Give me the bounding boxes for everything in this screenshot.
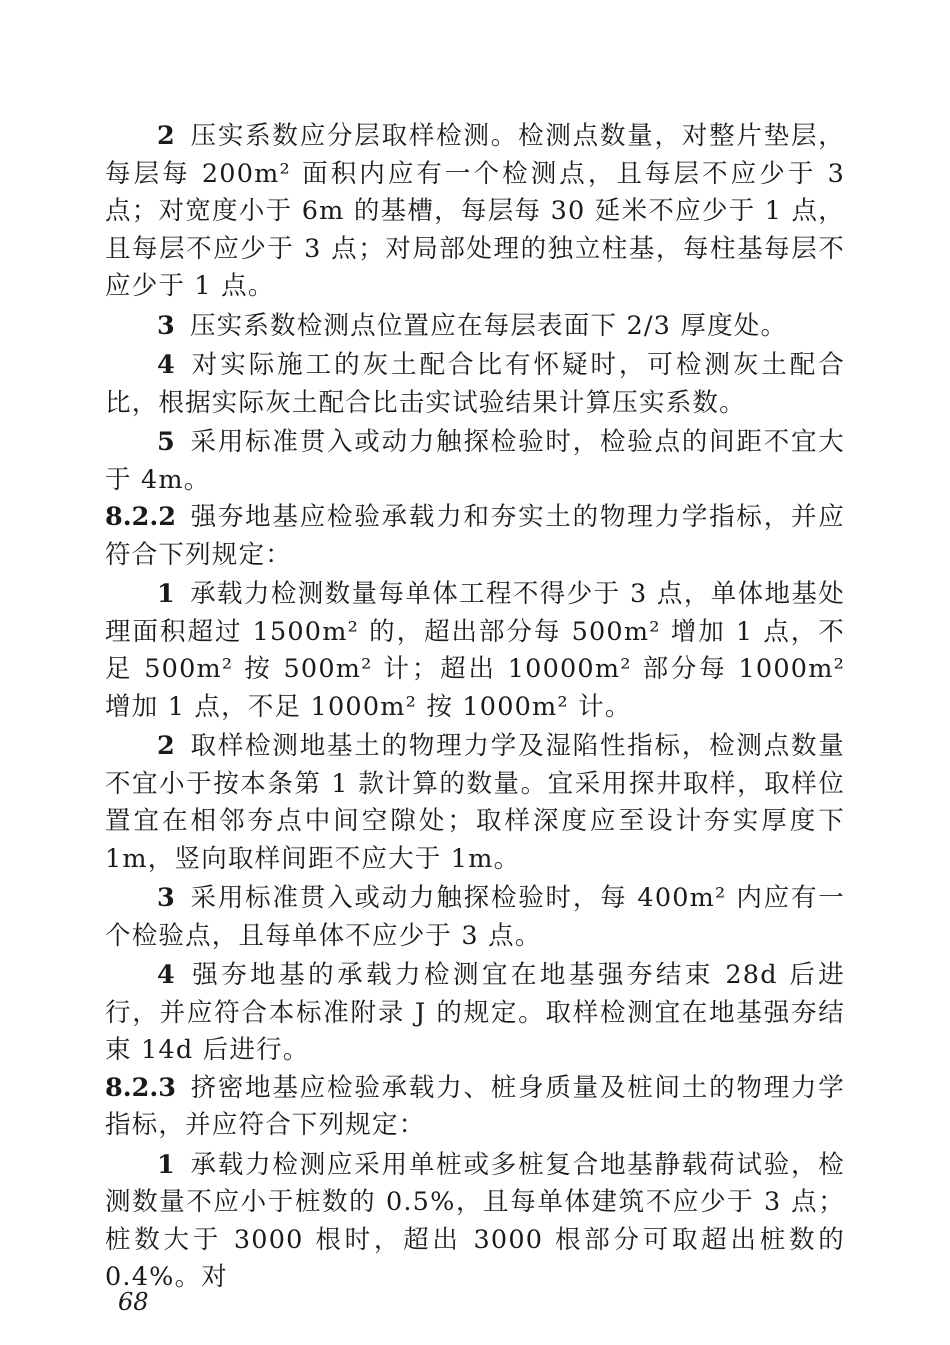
item-number: 1 [157, 579, 176, 609]
list-item [105, 308, 845, 346]
clause-8-2-3 [105, 1070, 845, 1145]
list-item [105, 880, 845, 955]
list-item [105, 347, 845, 422]
document-body [105, 118, 845, 1297]
item-text: 承载力检测应采用单桩或多桩复合地基静载荷试验，检测数量不应小于桩数的 0.5%，且每单体建筑不应少于 3 点；桩数大于 3000 根时，超出 3000 根部分可取超出桩数的 0.4%。对 [105, 1149, 845, 1292]
list-item [105, 728, 845, 878]
item-number: 2 [157, 121, 176, 151]
list-item [105, 957, 845, 1070]
item-number: 5 [157, 427, 176, 457]
item-text: 采用标准贯入或动力触探检验时，每 400m² 内应有一个检验点，且每单体不应少于 3 点。 [105, 883, 845, 951]
clause-8-2-2 [105, 499, 845, 574]
item-text: 强夯地基的承载力检测宜在地基强夯结束 28d 后进行，并应符合本标准附录 J 的规定。取样检测宜在地基强夯结束 14d 后进行。 [105, 960, 845, 1065]
page-number: 68 [118, 1288, 149, 1316]
item-text: 取样检测地基土的物理力学及湿陷性指标，检测点数量不宜小于按本条第 1 款计算的数量。宜采用探井取样，取样位置宜在相邻夯点中间空隙处；取样深度应至设计夯实厚度下 1m，竖向取样间距不应大于 1m。 [105, 731, 845, 874]
list-item [105, 118, 845, 306]
item-text: 压实系数检测点位置应在每层表面下 2/3 厚度处。 [189, 310, 788, 341]
clause-text: 挤密地基应检验承载力、桩身质量及桩间土的物理力学指标，并应符合下列规定： [105, 1072, 845, 1140]
item-text: 采用标准贯入或动力触探检验时，检验点的间距不宜大于 4m。 [105, 427, 845, 495]
list-item [105, 1147, 845, 1297]
item-text: 压实系数应分层取样检测。检测点数量，对整片垫层，每层每 200m² 面积内应有一个检测点，且每层不应少于 3 点；对宽度小于 6m 的基槽，每层每 30 延米不应少于 1 点，且每层不应少于 3 点；对局部处理的独立柱基，每柱基每层不应少于 1 点。 [105, 121, 845, 301]
item-text: 对实际施工的灰土配合比有怀疑时，可检测灰土配合比，根据实际灰土配合比击实试验结果计算压实系数。 [105, 350, 845, 418]
list-item [105, 424, 845, 499]
item-number: 1 [157, 1149, 176, 1180]
item-text: 承载力检测数量每单体工程不得少于 3 点，单体地基处理面积超过 1500m² 的，超出部分每 500m² 增加 1 点，不足 500m² 按 500m² 计；超出 10000m² 部分每 1000m² 增加 1 点，不足 1000m² 按 1000m² 计。 [105, 579, 845, 722]
clause-number: 8.2.2 [105, 502, 176, 532]
clause-text: 强夯地基应检验承载力和夯实土的物理力学指标，并应符合下列规定： [105, 502, 845, 570]
item-number: 4 [157, 350, 176, 380]
item-number: 2 [157, 731, 176, 761]
item-number: 3 [157, 883, 176, 913]
clause-number: 8.2.3 [105, 1072, 176, 1103]
item-number: 4 [157, 960, 176, 990]
list-item [105, 576, 845, 726]
item-number: 3 [157, 310, 176, 341]
